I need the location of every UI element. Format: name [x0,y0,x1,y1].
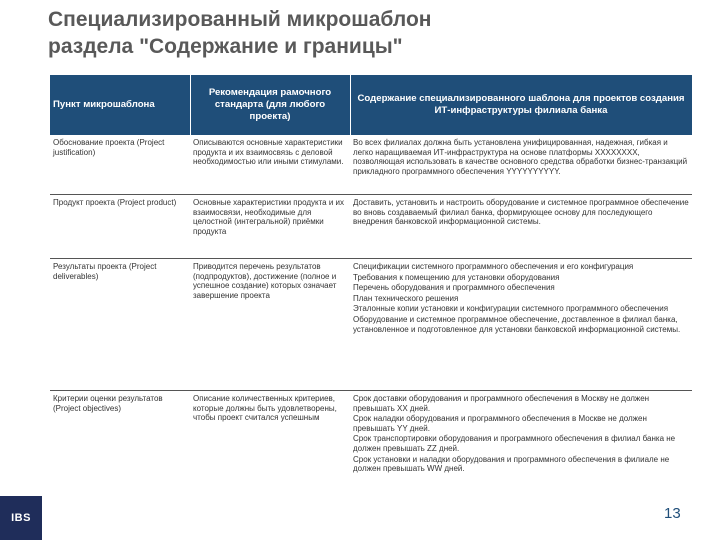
table-row [50,391,692,500]
row-item-cell: Критерии оценки результатов (Project objectives) [53,394,163,413]
page-title-line2: раздела "Содержание и границы" [48,35,403,58]
row-recommendation-cell: Приводится перечень результатов (подпродуктов), достижение (полное и успешное создание) которых означает завершение проекта [190,259,350,391]
microtemplate-table [50,75,693,499]
row-item-cell: Обоснование проекта (Project justification) [50,135,190,195]
row-item-cell: Продукт проекта (Project product) [50,195,190,259]
column-header-content: Содержание специализированного шаблона для проектов создания ИТ-инфраструктуры филиала банка [350,75,692,135]
column-header-recommendation: Рекомендация рамочного стандарта (для любого проекта) [190,75,350,135]
page-number: 13 [664,505,681,522]
row-item-cell: Результаты проекта (Project deliverables) [50,259,190,391]
row-content-cell [350,195,692,259]
row-recommendation-cell: Описание количественных критериев, которые должны быть удовлетворены, чтобы проект считался успешным [193,394,337,423]
content-item: Срок транспортировки оборудования и программного обеспечения в филиал банка не должен превышать ZZ дней. [353,434,676,453]
column-header-item: Пункт микрошаблона [50,75,190,135]
content-item: Оборудование и системное программное обеспечение, доставленное в филиал банка, установленное и подготовленное для установки банковской информационной системы. [353,314,681,334]
ibs-logo: IBS [0,496,42,540]
content-item: Перечень оборудования и программного обеспечения [353,283,555,293]
table-row [50,135,692,195]
content-item: Срок доставки оборудования и программного обеспечения в Москву не должен превышать XX дней. [353,394,650,413]
content-item: Эталонные копии установки и конфигурации системного программного обеспечения [353,304,669,314]
page-title-line1: Специализированный микрошаблон [48,8,432,31]
content-item: Во всех филиалах должна быть установлена унифицированная, надежная, гибкая и легко наращиваемая ИТ-инфраструктура на основе платформы XXXXXXXX, позволяющая использовать в качестве основного средства обработки бизнес-транзакций прикладного программного обеспечения YYYYYYYYYY. [353,138,688,176]
row-content-cell [350,391,692,500]
page-title [48,6,688,60]
row-content-cell [350,259,692,391]
content-item: План технического решения [353,293,459,303]
content-item: Спецификации системного программного обеспечения и его конфигурация [353,262,634,271]
row-content-cell [350,135,692,195]
content-item: Срок установки и наладки оборудования и программного обеспечения в филиале не должен превышать WW дней. [353,454,670,474]
table-header-row [50,75,692,135]
table-row [50,195,692,259]
content-item: Срок наладки оборудования и программного обеспечения в Москве не должен превышать YY дней. [353,414,647,433]
row-recommendation-cell: Основные характеристики продукта и их взаимосвязи, необходимые для целостной (интегральной) приёмки продукта [190,195,350,259]
content-item: Доставить, установить и настроить оборудование и системное программное обеспечение во вновь создаваемый филиал банка, формирующее основу для последующего внедрения банковской информационной системы. [353,198,689,227]
table-row [50,259,692,391]
row-recommendation-cell: Описываются основные характеристики продукта и их взаимосвязь с деловой необходимостью или иными стимулами. [190,135,350,195]
content-item: Требования к помещению для установки оборудования [353,272,560,282]
